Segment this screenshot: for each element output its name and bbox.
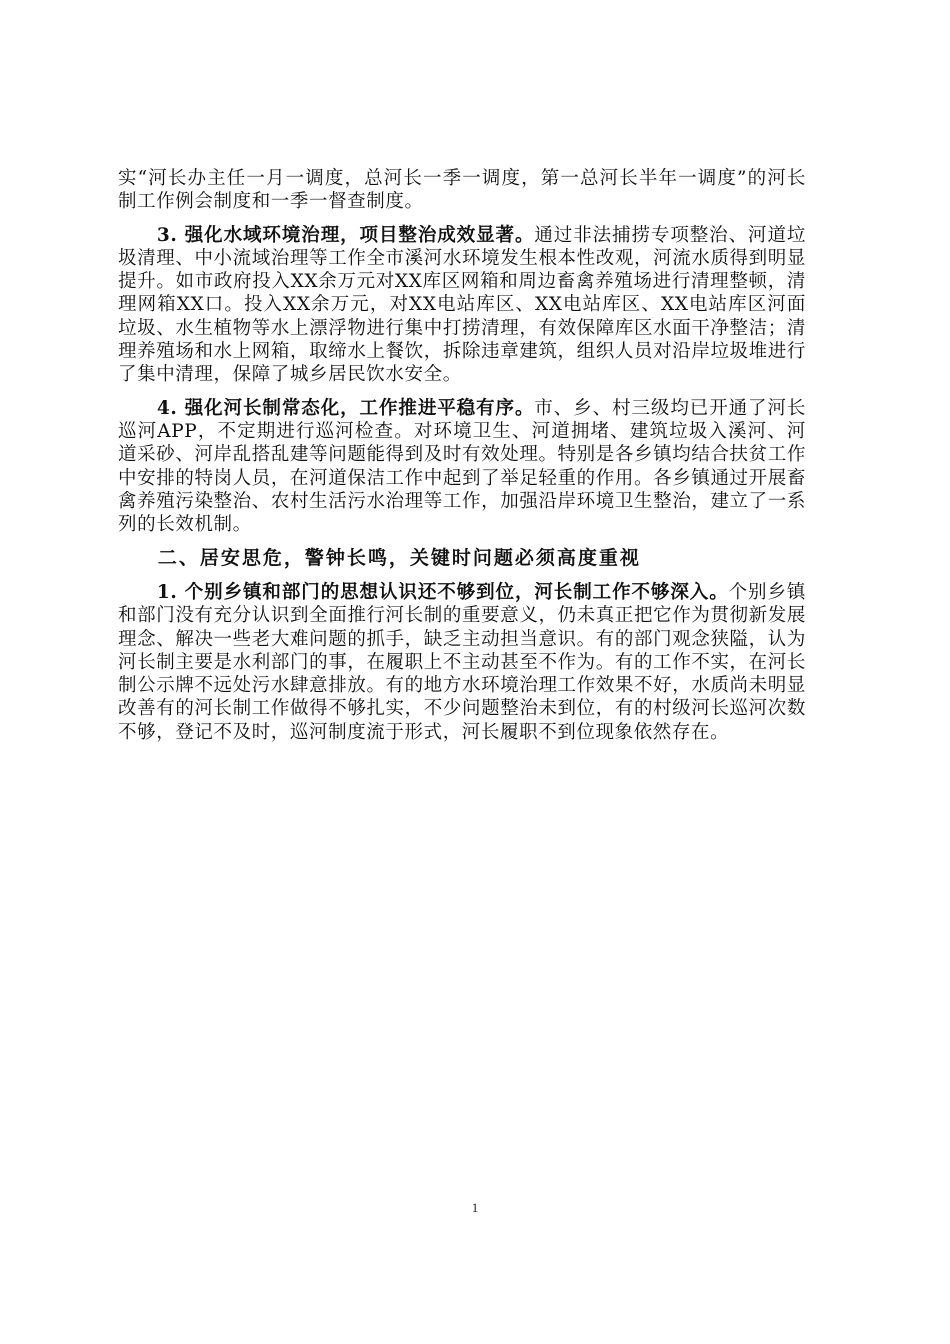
document-body [118, 167, 806, 744]
paragraph-awareness-issues [118, 581, 806, 744]
paragraph-lead: 1. 个别乡镇和部门的思想认识还不够到位，河长制工作不够深入。 [156, 581, 729, 603]
paragraph-text: 个别乡镇和部门没有充分认识到全面推行河长制的重要意义，仍未真正把它作为贯彻新发展理念、解决一些老大难问题的抓手，缺乏主动担当意识。有的部门观念狭隘，认为河长制主要是水利部门的事，在履职上不主动甚至不作为。有的工作不实，在河长制公示牌不远处污水肆意排放。有的地方水环境治理工作效果不好，水质尚未明显改善有的河长制工作做得不够扎实，不少问题整治未到位，有的村级河长巡河次数不够，登记不及时，巡河制度流于形式，河长履职不到位现象依然存在。 [118, 581, 806, 743]
paragraph-continuation [118, 167, 806, 214]
paragraph-lead: 4. 强化河长制常态化，工作推进平稳有序。 [156, 397, 535, 419]
section-heading: 二、居安思危，警钟长鸣，关键时问题必须高度重视 [157, 547, 641, 570]
paragraph-river-chief-normalization [118, 397, 806, 537]
paragraph-water-environment [118, 224, 806, 387]
page-number: 1 [471, 1200, 479, 1215]
paragraph-text: 实“河长办主任一月一调度，总河长一季一调度，第一总河长半年一调度”的河长制工作例会制度和一季一督查制度。 [118, 168, 806, 213]
paragraph-lead: 3. 强化水域环境治理，项目整治成效显著。 [156, 224, 535, 246]
paragraph-text: 市、乡、村三级均已开通了河长巡河APP，不定期进行巡河检查。对环境卫生、河道拥堵、建筑垃圾入溪河、河道采砂、河岸乱搭乱建等问题能得到及时有效处理。特别是各乡镇均结合扶贫工作中安排的特岗人员，在河道保洁工作中起到了举足轻重的作用。各乡镇通过开展畜禽养殖污染整治、农村生活污水治理等工作，加强沿岸环境卫生整治，建立了一系列的长效机制。 [118, 397, 806, 536]
paragraph-text: 通过非法捕捞专项整治、河道垃圾清理、中小流域治理等工作全市溪河水环境发生根本性改观，河流水质得到明显提升。如市政府投入XX余万元对XX库区网箱和周边畜禽养殖场进行清理整顿，清理网箱XX口。投入XX余万元，对XX电站库区、XX电站库区、XX电站库区河面垃圾、水生植物等水上漂浮物进行集中打捞清理，有效保障库区水面干净整洁；清理养殖场和水上网箱，取缔水上餐饮，拆除违章建筑，组织人员对沿岸垃圾堆进行了集中清理，保障了城乡居民饮水安全。 [118, 224, 806, 386]
